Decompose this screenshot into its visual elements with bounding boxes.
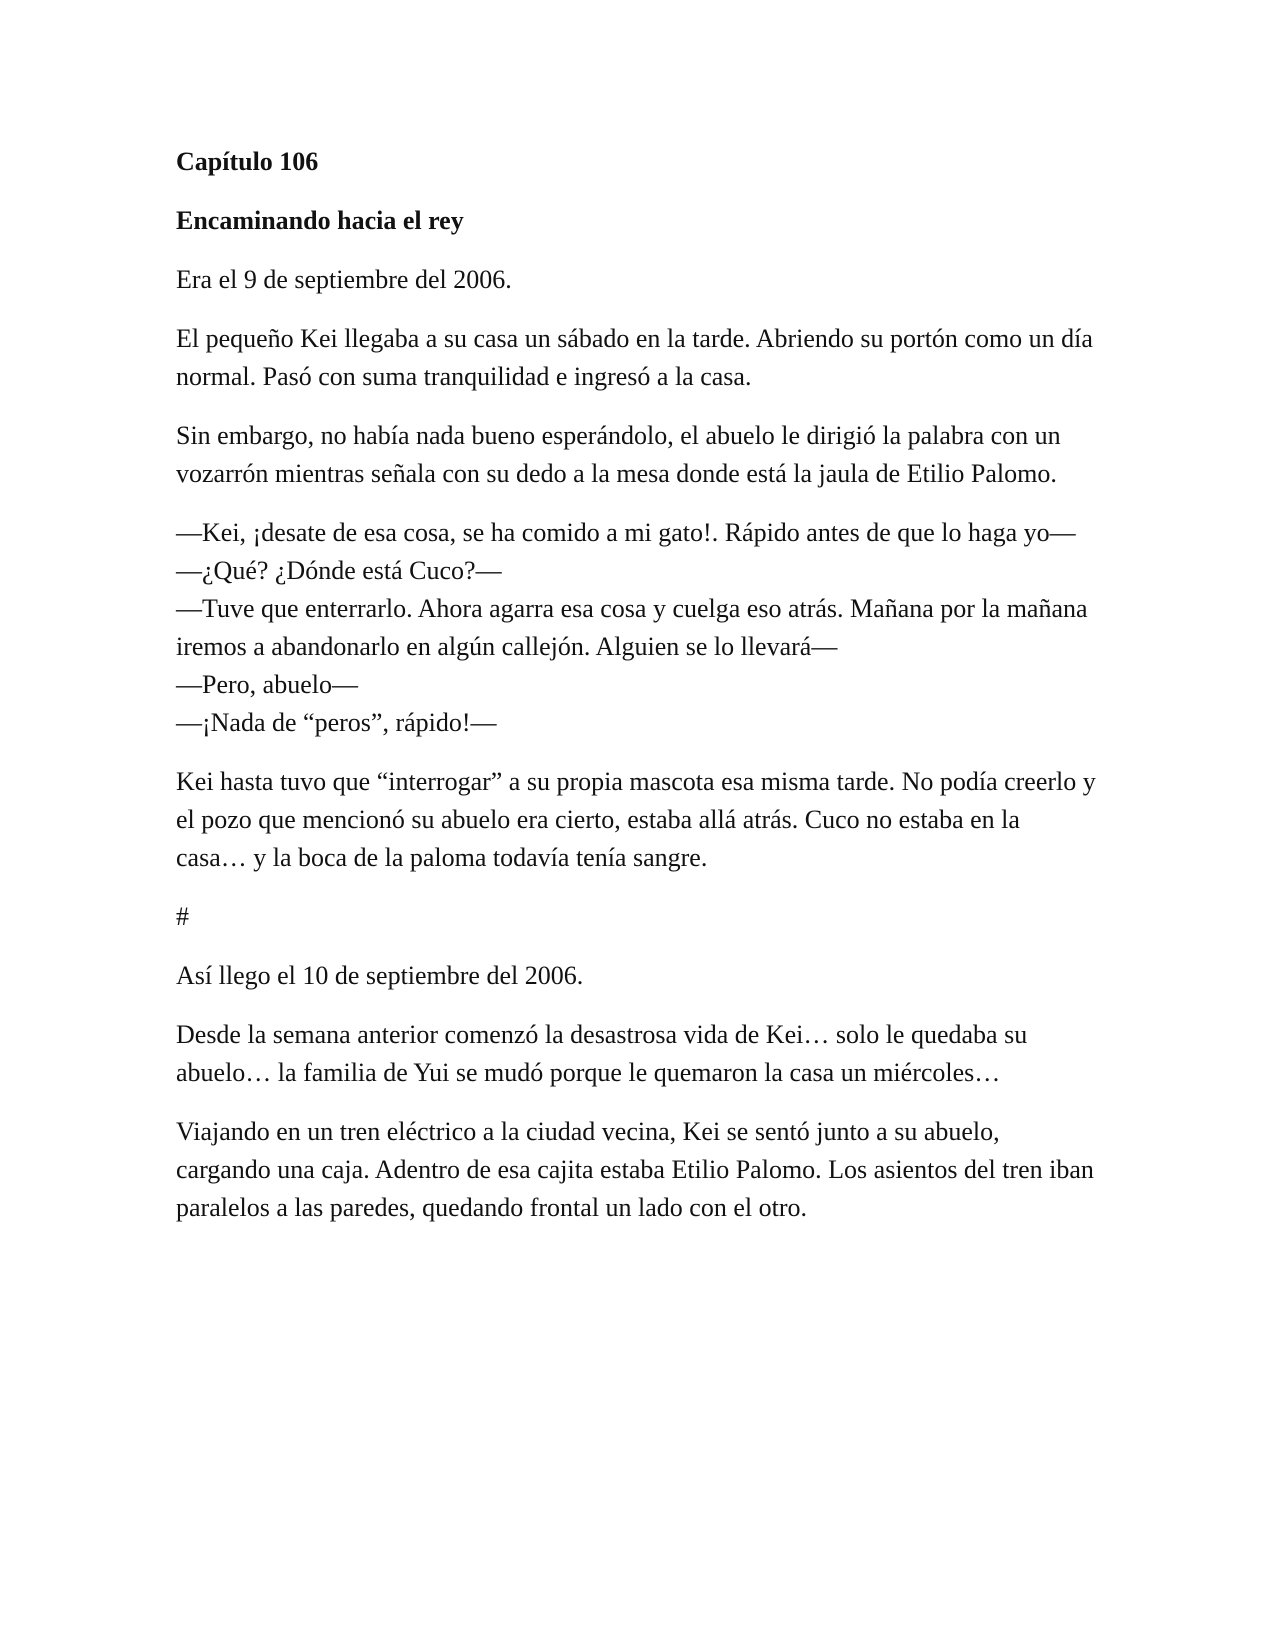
- chapter-number: Capítulo 106: [176, 147, 319, 176]
- section-separator: #: [176, 902, 189, 931]
- paragraph-arrival: El pequeño Kei llegaba a su casa un sábado en la tarde. Abriendo su portón como un día normal. Pasó con suma tranquilidad e ingresó a la casa.: [176, 324, 1093, 391]
- paragraph-grandfather: Sin embargo, no había nada bueno esperándolo, el abuelo le dirigió la palabra con un vozarrón mientras señala con su dedo a la mesa donde está la jaula de Etilio Palomo.: [176, 421, 1061, 488]
- dialogue-line: —¿Qué? ¿Dónde está Cuco?—: [176, 556, 502, 585]
- dialogue-line: —Kei, ¡desate de esa cosa, se ha comido a mi gato!. Rápido antes de que lo haga yo—: [176, 518, 1076, 547]
- paragraph-train: Viajando en un tren eléctrico a la ciudad vecina, Kei se sentó junto a su abuelo, cargando una caja. Adentro de esa cajita estaba Etilio Palomo. Los asientos del tren iban paralelos a las paredes, quedando frontal un lado con el otro.: [176, 1117, 1094, 1222]
- paragraph-disaster: Desde la semana anterior comenzó la desastrosa vida de Kei… solo le quedaba su abuelo… la familia de Yui se mudó porque le quemaron la casa un miércoles…: [176, 1020, 1028, 1087]
- paragraph-interrogation: Kei hasta tuvo que “interrogar” a su propia mascota esa misma tarde. No podía creerlo y el pozo que mencionó su abuelo era cierto, estaba allá atrás. Cuco no estaba en la casa… y la boca de la paloma todavía tenía sangre.: [176, 767, 1096, 872]
- chapter-title: Encaminando hacia el rey: [176, 206, 464, 235]
- dialogue-block: [176, 514, 1096, 742]
- dialogue-line: —¡Nada de “peros”, rápido!—: [176, 708, 497, 737]
- dialogue-line: —Pero, abuelo—: [176, 670, 358, 699]
- document-page: [176, 143, 1096, 1248]
- dialogue-line: —Tuve que enterrarlo. Ahora agarra esa cosa y cuelga eso atrás. Mañana por la mañana iremos a abandonarlo en algún callejón. Alguien se lo llevará—: [176, 594, 1088, 661]
- paragraph-date-1: Era el 9 de septiembre del 2006.: [176, 265, 512, 294]
- paragraph-date-2: Así llego el 10 de septiembre del 2006.: [176, 961, 584, 990]
